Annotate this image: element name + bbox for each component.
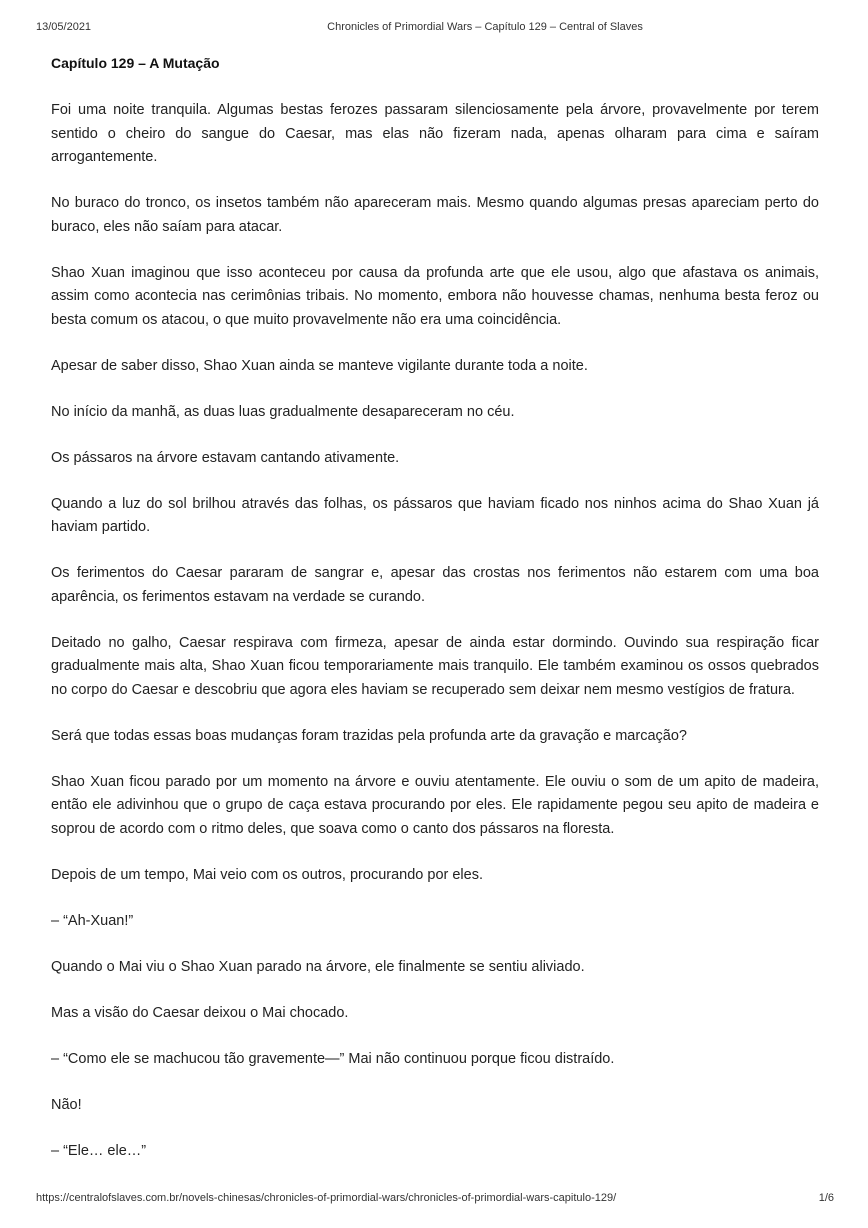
paragraph: Mas a visão do Caesar deixou o Mai chocado. (51, 1004, 349, 1021)
print-date: 13/05/2021 (36, 21, 92, 33)
chapter-content (51, 53, 819, 1186)
page-url: https://centralofslaves.com.br/novels-chinesas/chronicles-of-primordial-wars/chronicles-of-primordial-wars-capitulo-129/ (36, 1192, 617, 1204)
paragraph: Foi uma noite tranquila. Algumas bestas ferozes passaram silenciosamente pela árvore, provavelmente por terem sentido o cheiro do sangue do Caesar, mas elas não fizeram nada, apenas olharam para cima e saíram arrogantemente. (51, 102, 819, 165)
chapter-title: Capítulo 129 – A Mutação (51, 55, 220, 71)
paragraph: Deitado no galho, Caesar respirava com firmeza, apesar de ainda estar dormindo. Ouvindo sua respiração ficar gradualmente mais alta, Shao Xuan ficou temporariamente mais tranquilo. Ele também examinou os ossos quebrados no corpo do Caesar e descobriu que agora eles haviam se recuperado sem deixar nem mesmo vestígios de fratura. (51, 634, 819, 698)
print-footer (0, 1192, 868, 1206)
document-title: Chronicles of Primordial Wars – Capítulo 129 – Central of Slaves (327, 21, 643, 33)
paragraph: Não! (51, 1096, 82, 1113)
paragraph: Os ferimentos do Caesar pararam de sangrar e, apesar das crostas nos ferimentos não estarem com uma boa aparência, os ferimentos estavam na verdade se curando. (51, 565, 819, 605)
paragraph: Apesar de saber disso, Shao Xuan ainda se manteve vigilante durante toda a noite. (51, 357, 588, 374)
paragraph: Shao Xuan imaginou que isso aconteceu por causa da profunda arte que ele usou, algo que afastava os animais, assim como acontecia nas cerimônias tribais. No momento, embora não houvesse chamas, nenhuma besta feroz ou besta comum os atacou, o que muito provavelmente não era uma coincidência. (51, 264, 819, 328)
paragraph: Depois de um tempo, Mai veio com os outros, procurando por eles. (51, 866, 483, 883)
paragraph: Será que todas essas boas mudanças foram trazidas pela profunda arte da gravação e marcação? (51, 727, 687, 744)
paragraph: No início da manhã, as duas luas gradualmente desapareceram no céu. (51, 403, 515, 420)
paragraph: Quando a luz do sol brilhou através das folhas, os pássaros que haviam ficado nos ninhos acima do Shao Xuan já haviam partido. (51, 495, 819, 535)
paragraph: Quando o Mai viu o Shao Xuan parado na árvore, ele finalmente se sentiu aliviado. (51, 958, 585, 975)
dialogue-line: – “Ele… ele…” (51, 1142, 147, 1159)
paragraph: Shao Xuan ficou parado por um momento na árvore e ouviu atentamente. Ele ouviu o som de um apito de madeira, então ele adivinhou que o grupo de caça estava procurando por eles. Ele rapidamente pegou seu apito de madeira e soprou de acordo com o ritmo deles, que soava como o canto dos pássaros na floresta. (51, 773, 819, 837)
dialogue-line: – “Ah-Xuan!” (51, 912, 134, 929)
paragraph: No buraco do tronco, os insetos também não apareceram mais. Mesmo quando algumas presas apareciam perto do buraco, eles não saíam para atacar. (51, 195, 819, 235)
dialogue-line: – “Como ele se machucou tão gravemente—” Mai não continuou porque ficou distraído. (51, 1050, 615, 1067)
page-number: 1/6 (818, 1192, 834, 1204)
paragraph: Os pássaros na árvore estavam cantando ativamente. (51, 449, 400, 466)
print-header (0, 21, 868, 35)
